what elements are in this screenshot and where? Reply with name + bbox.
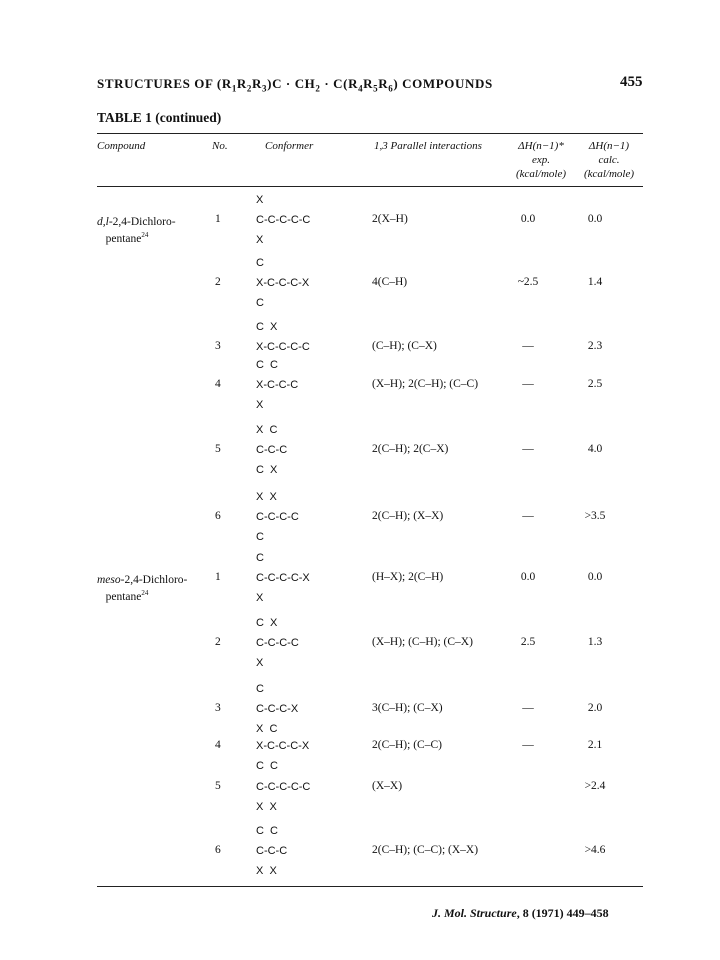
col-no: No. <box>212 140 228 152</box>
conformer-bottom-substituents: C X <box>256 464 278 476</box>
row-exp-value: 0.0 <box>520 571 536 583</box>
conformer-bottom-substituents: C <box>256 297 264 309</box>
row-number: 6 <box>215 510 221 522</box>
conformer-chain: C-C-C-X <box>256 703 299 715</box>
conformer-structure <box>256 755 346 819</box>
conformer-structure <box>256 819 346 883</box>
row-interactions: (X–H); 2(C–H); (C–C) <box>372 378 479 390</box>
row-exp-value: — <box>522 378 534 390</box>
conformer-bottom-substituents: X C <box>256 723 278 735</box>
conformer-bottom-substituents: X X <box>256 801 277 813</box>
compound-meso-label: meso-2,4-Dichloro- pentane$^{24}$ <box>97 574 188 603</box>
row-calc-value: >2.4 <box>584 780 606 792</box>
row-calc-value: 1.4 <box>587 276 603 288</box>
conformer-bottom-substituents: X <box>256 234 264 246</box>
row-exp-value: — <box>522 739 534 751</box>
conformer-chain: X-C-C-C <box>256 379 299 391</box>
row-calc-value: 2.0 <box>587 702 603 714</box>
conformer-structure <box>256 418 346 482</box>
conformer-top-substituents: C X <box>256 321 278 333</box>
conformer-top-substituents: X X <box>256 491 277 503</box>
conformer-structure <box>256 353 346 417</box>
table-bottom-rule <box>97 886 643 887</box>
row-interactions: 2(C–H); 2(C–X) <box>372 443 449 455</box>
row-calc-value: 1.3 <box>587 636 603 648</box>
row-exp-value: — <box>522 443 534 455</box>
conformer-structure <box>256 611 346 675</box>
row-calc-value: 2.5 <box>587 378 603 390</box>
conformer-top-substituents: C C <box>256 825 278 837</box>
row-interactions: 2(C–H); (C–C); (X–X) <box>372 844 479 856</box>
row-interactions: 3(C–H); (C–X) <box>372 702 443 714</box>
row-interactions: 4(C–H) <box>372 276 408 288</box>
col-calc: ΔH(n−1) calc. (kcal/mole) <box>583 140 635 180</box>
conformer-structure <box>256 546 346 610</box>
row-number: 1 <box>215 213 221 225</box>
conformer-bottom-substituents: C C <box>256 760 278 772</box>
col-interactions: 1,3 Parallel interactions <box>374 140 482 152</box>
row-interactions: 2(C–H); (X–X) <box>372 510 444 522</box>
conformer-top-substituents: X C <box>256 424 278 436</box>
conformer-structure <box>256 485 346 549</box>
conformer-top-substituents: C X <box>256 617 278 629</box>
row-number: 2 <box>215 276 221 288</box>
table-caption: TABLE 1 (continued) <box>97 110 222 125</box>
row-calc-value: >4.6 <box>584 844 606 856</box>
conformer-chain: C-C-C-C-C <box>256 214 311 226</box>
row-interactions: (H–X); 2(C–H) <box>372 571 444 583</box>
row-interactions: 2(X–H) <box>372 213 408 225</box>
row-calc-value: 2.3 <box>587 340 603 352</box>
page-number: 455 <box>620 74 643 90</box>
row-exp-value: — <box>522 510 534 522</box>
conformer-top-substituents: X <box>256 194 264 206</box>
row-number: 5 <box>215 780 221 792</box>
row-exp-value: 2.5 <box>520 636 536 648</box>
conformer-chain: C-C-C-C <box>256 511 299 523</box>
row-exp-value: — <box>522 702 534 714</box>
row-interactions: (X–H); (C–H); (C–X) <box>372 636 473 648</box>
col-conformer: Conformer <box>265 140 314 152</box>
conformer-bottom-substituents: X <box>256 657 264 669</box>
col-compound: Compound <box>97 140 146 152</box>
row-number: 1 <box>215 571 221 583</box>
row-exp-value: 0.0 <box>520 213 536 225</box>
row-calc-value: 2.1 <box>587 739 603 751</box>
row-number: 4 <box>215 739 221 751</box>
conformer-chain: X-C-C-C-X <box>256 277 310 289</box>
conformer-top-substituents: C C <box>256 359 278 371</box>
row-calc-value: 0.0 <box>587 213 603 225</box>
row-calc-value: 0.0 <box>587 571 603 583</box>
conformer-chain: C-C-C-C <box>256 637 299 649</box>
conformer-structure <box>256 188 346 252</box>
conformer-structure <box>256 251 346 315</box>
conformer-chain: C-C-C <box>256 444 288 456</box>
col-exp: ΔH(n−1)* exp. (kcal/mole) <box>515 140 567 180</box>
row-exp-value: ~2.5 <box>517 276 539 288</box>
row-interactions: (C–H); (C–X) <box>372 340 437 352</box>
row-calc-value: >3.5 <box>584 510 606 522</box>
row-number: 3 <box>215 702 221 714</box>
row-interactions: (X–X) <box>372 780 403 792</box>
conformer-chain: X-C-C-C-C <box>256 341 310 353</box>
conformer-chain: X-C-C-C-X <box>256 740 310 752</box>
conformer-bottom-substituents: X X <box>256 865 277 877</box>
conformer-chain: C-C-C-C-X <box>256 572 310 584</box>
conformer-top-substituents: C <box>256 257 264 269</box>
compound-dl-label: d,l-2,4-Dichloro- pentane$^{24}$ <box>97 216 176 245</box>
conformer-chain: C-C-C <box>256 845 288 857</box>
conformer-top-substituents: C <box>256 683 264 695</box>
row-number: 5 <box>215 443 221 455</box>
journal-citation: J. Mol. Structure, 8 (1971) 449–458 <box>432 906 609 920</box>
row-number: 3 <box>215 340 221 352</box>
conformer-chain: C-C-C-C-C <box>256 781 311 793</box>
conformer-top-substituents: C <box>256 552 264 564</box>
conformer-bottom-substituents: X <box>256 592 264 604</box>
row-number: 6 <box>215 844 221 856</box>
conformer-bottom-substituents: X <box>256 399 264 411</box>
row-exp-value: — <box>522 340 534 352</box>
row-interactions: 2(C–H); (C–C) <box>372 739 442 751</box>
row-number: 4 <box>215 378 221 390</box>
running-title: STRUCTURES OF $(R_1R_2R_3)C \cdot CH_2 \cdot C(R_4R_5R_6)$ COMPOUNDS <box>97 76 493 94</box>
row-number: 2 <box>215 636 221 648</box>
row-calc-value: 4.0 <box>587 443 603 455</box>
conformer-bottom-substituents: C <box>256 531 264 543</box>
table-header-rule <box>97 186 643 187</box>
table-top-rule <box>97 133 643 134</box>
